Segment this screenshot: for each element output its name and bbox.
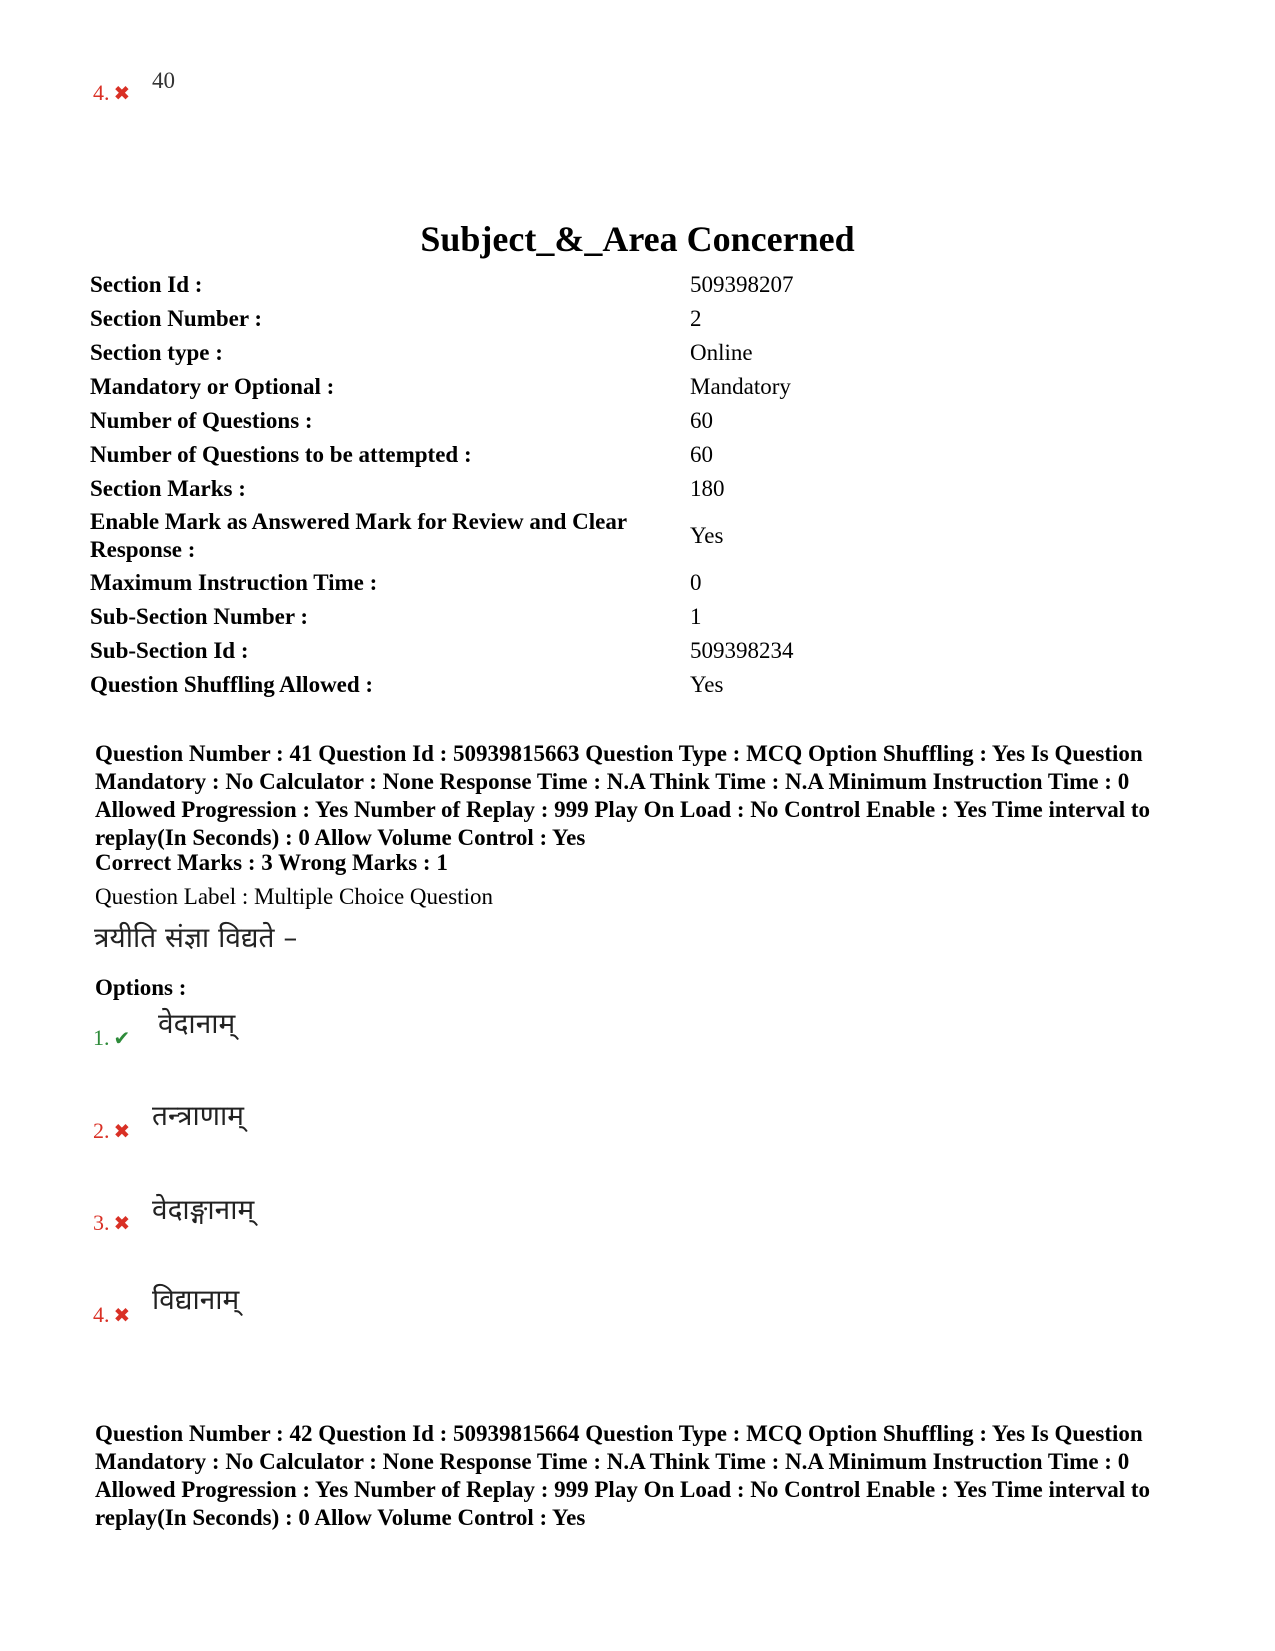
row-label: Sub-Section Number : [90, 604, 309, 629]
table-row [90, 438, 1190, 472]
table-row [90, 370, 1190, 404]
section-details-table [90, 268, 1190, 702]
row-label: Question Shuffling Allowed : [90, 672, 374, 697]
option-number: 4. [93, 80, 110, 105]
row-label: Mandatory or Optional : [90, 374, 335, 399]
row-value: 0 [690, 570, 702, 595]
option-1 [93, 1025, 130, 1051]
row-value: 180 [690, 476, 725, 501]
option-text: वेदाङ्गानाम् [152, 1193, 255, 1226]
row-label: Number of Questions to be attempted : [90, 442, 472, 467]
row-label: Maximum Instruction Time : [90, 570, 378, 595]
row-value: 60 [690, 408, 713, 433]
row-label: Section Marks : [90, 476, 246, 501]
option-text: वेदानाम् [158, 1007, 236, 1040]
table-row [90, 600, 1190, 634]
question-42-header: Question Number : 42 Question Id : 50939815664 Question Type : MCQ Option Shuffling : Yes Is Question Mandatory : No Calculator : None Response Time : N.A Think Time : N.A Minimum Instruction Time : 0 Allowed Progression : Yes Number of Replay : 999 Play On Load : No Control Enable : Yes Time interval to replay(In Seconds) : 0 Allow Volume Control : Yes [95, 1421, 1151, 1530]
section-title: Subject_&_Area Concerned [420, 219, 855, 259]
row-value: 509398234 [690, 638, 794, 663]
option-text: 40 [152, 68, 175, 93]
row-label: Section type : [90, 340, 223, 365]
prev-option-4 [93, 80, 130, 106]
table-row [90, 302, 1190, 336]
row-value: Mandatory [690, 374, 791, 399]
cross-icon: ✖ [113, 81, 131, 105]
row-value: Online [690, 340, 753, 365]
option-text: विद्यानाम् [152, 1283, 240, 1316]
row-label: Number of Questions : [90, 408, 313, 433]
option-number: 4. [93, 1302, 110, 1327]
cross-icon: ✖ [113, 1211, 131, 1235]
row-value: Yes [690, 672, 724, 697]
table-row [90, 336, 1190, 370]
question-marks: Correct Marks : 3 Wrong Marks : 1 [95, 850, 448, 875]
option-4 [93, 1302, 130, 1328]
row-value: 60 [690, 442, 713, 467]
option-text: तन्त्राणाम् [152, 1099, 245, 1132]
option-number: 1. [93, 1025, 110, 1050]
question-41-header: Question Number : 41 Question Id : 50939815663 Question Type : MCQ Option Shuffling : Yes Is Question Mandatory : No Calculator : None Response Time : N.A Think Time : N.A Minimum Instruction Time : 0 Allowed Progression : Yes Number of Replay : 999 Play On Load : No Control Enable : Yes Time interval to replay(In Seconds) : 0 Allow Volume Control : Yes [95, 741, 1151, 850]
row-value: Yes [690, 523, 724, 548]
table-row [90, 472, 1190, 506]
row-label: Section Number : [90, 306, 263, 331]
option-number: 2. [93, 1118, 110, 1143]
table-row [90, 668, 1190, 702]
table-row [90, 268, 1190, 302]
row-value: 2 [690, 306, 702, 331]
row-label: Sub-Section Id : [90, 638, 249, 663]
cross-icon: ✖ [113, 1303, 131, 1327]
option-number: 3. [93, 1210, 110, 1235]
row-label: Enable Mark as Answered Mark for Review and Clear Response : [90, 509, 627, 562]
table-row [90, 404, 1190, 438]
table-row [90, 634, 1190, 668]
cross-icon: ✖ [113, 1119, 131, 1143]
option-2 [93, 1118, 130, 1144]
table-row [90, 506, 1190, 566]
check-icon: ✔ [113, 1026, 131, 1050]
options-heading: Options : [95, 975, 187, 1000]
question-text: त्रयीति संज्ञा विद्यते – [94, 921, 298, 954]
table-row [90, 566, 1190, 600]
option-3 [93, 1210, 130, 1236]
row-label: Section Id : [90, 272, 203, 297]
row-value: 1 [690, 604, 702, 629]
question-label: Question Label : Multiple Choice Question [95, 884, 493, 909]
row-value: 509398207 [690, 272, 794, 297]
